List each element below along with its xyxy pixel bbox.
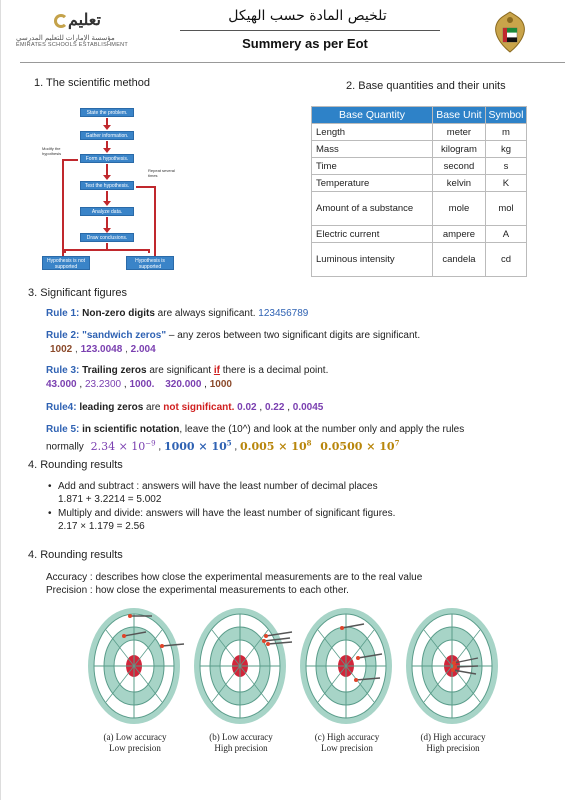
table-cell: meter — [432, 124, 485, 141]
rule-example-e3: $0.005 \times 10^8$ — [239, 438, 312, 453]
flow-step: Test the hypothesis. — [80, 181, 134, 190]
flow-arrow — [64, 249, 66, 253]
flow-arrow — [148, 249, 150, 253]
target-d — [406, 608, 498, 724]
rule-text: are significant — [146, 365, 214, 376]
rule-example: 1002 — [50, 344, 73, 355]
title-arabic: تلخيص المادة حسب الهيكل — [228, 8, 387, 24]
table-cell: s — [485, 158, 526, 175]
table-cell: kelvin — [432, 175, 485, 192]
uae-emblem-icon — [490, 10, 530, 54]
rule-text: – any zeros between two significant digits are significant. — [166, 330, 421, 341]
rule-text: are always significant. — [154, 308, 259, 319]
flow-step: Form a hypothesis. — [80, 154, 134, 163]
rule-example: 0.02 — [237, 402, 257, 413]
rule-label: Rule 1: — [46, 308, 80, 319]
logo-text-ar: تعليم — [68, 10, 101, 29]
table-cell: mol — [485, 192, 526, 226]
page-header — [0, 0, 585, 64]
rounding-bullet-multiply: • Multiply and divide: answers will have the least number of significant figures. — [48, 508, 396, 519]
rule-label: Rule4: — [46, 402, 77, 413]
table-cell: Temperature — [312, 175, 433, 192]
flow-arrow-head — [103, 175, 111, 180]
rule-text: , leave the (10^) and look at the number only and apply the rules — [179, 424, 465, 435]
table-cell: Time — [312, 158, 433, 175]
rule-label: Rule 3: — [46, 365, 80, 376]
table-cell: Mass — [312, 141, 433, 158]
rule-example: 2.004 — [130, 344, 156, 355]
loop-line-right-top — [136, 186, 156, 188]
flow-step: Gather information. — [80, 131, 134, 140]
column-header: Symbol — [485, 107, 526, 124]
table-cell: candela — [432, 243, 485, 277]
target-b — [194, 608, 292, 724]
flow-outcome: Hypothesis is supported — [126, 256, 174, 270]
rule-3-examples: 43.000 , 23.2300 , 1000. 320.000 , 1000 — [46, 379, 232, 390]
table-cell: K — [485, 175, 526, 192]
org-name-ar: مؤسسة الإمارات للتعليم المدرسي — [16, 35, 115, 42]
rule-example: 1000 — [209, 379, 232, 390]
loop-line-right — [154, 186, 156, 256]
modify-hypothesis-note: Modify the hypothesis — [42, 146, 62, 156]
table-row — [312, 243, 527, 277]
table-cell: cd — [485, 243, 526, 277]
table-row — [312, 226, 527, 243]
title-divider — [180, 30, 440, 31]
base-quantities-table — [311, 106, 527, 277]
rule-2 — [46, 329, 566, 342]
rule-if: if — [213, 365, 220, 376]
table-cell: A — [485, 226, 526, 243]
caption-a: (a) Low accuracy Low precision — [103, 732, 167, 753]
flow-outcome: Hypothesis is not supported — [42, 256, 90, 270]
loop-line-left-top — [62, 159, 78, 161]
scientific-method-flowchart — [42, 106, 192, 274]
flow-step: State the problem. — [80, 108, 134, 117]
accuracy-definition: Accuracy : describes how close the experimental measurements are to the real value — [46, 572, 423, 583]
accuracy-precision-targets — [88, 604, 528, 728]
rule-keyword: leading zeros — [79, 402, 144, 413]
section-heading-base-quantities: 2. Base quantities and their units — [346, 80, 506, 92]
column-header: Base Unit — [432, 107, 485, 124]
rule-5-examples: normally $2.34 \times 10^{-9}$ , $1000 \times 10^5$ , $0.005 \times 10^8$ $0.0500 \times 10^7$ — [46, 438, 400, 453]
table-row — [312, 158, 527, 175]
rule-keyword: Non-zero digits — [82, 308, 155, 319]
rule-example-e4: $0.0500 \times 10^7$ — [320, 438, 400, 453]
table-cell: m — [485, 124, 526, 141]
rounding-example-add: 1.871 + 3.2214 = 5.002 — [58, 494, 162, 505]
table-row — [312, 192, 527, 226]
loop-line-left — [62, 159, 64, 256]
table-cell: Electric current — [312, 226, 433, 243]
rule-4: Rule4: leading zeros are not significant. 0.02 , 0.22 , 0.0045 — [46, 402, 324, 413]
flow-step: Analyze data. — [80, 207, 134, 216]
target-c — [300, 608, 392, 724]
rule-keyword: in scientific notation — [82, 424, 180, 435]
table-row — [312, 124, 527, 141]
target-a — [88, 608, 184, 724]
rule-label: Rule 5: — [46, 424, 80, 435]
rule-keyword: Trailing zeros — [82, 365, 147, 376]
table-cell: kg — [485, 141, 526, 158]
caption-c: (c) High accuracy Low precision — [314, 732, 380, 753]
rule-example: 123.0048 — [80, 344, 123, 355]
rule-example: 123456789 — [258, 308, 309, 319]
section-heading-scientific-method: 1. The scientific method — [34, 77, 150, 89]
rule-example: 0.22 — [264, 402, 285, 413]
flow-split-line — [64, 249, 150, 251]
table-cell: kilogram — [432, 141, 485, 158]
rounding-example-multiply: 2.17 × 1.179 = 2.56 — [58, 521, 145, 532]
rule-text: normally — [46, 441, 84, 453]
page-title: Summery as per Eot — [242, 36, 368, 51]
rule-not: not significant. — [163, 402, 235, 413]
rule-example: 1000. — [129, 379, 155, 390]
table-cell: ampere — [432, 226, 485, 243]
ministry-logo — [16, 10, 156, 50]
precision-definition: Precision : how close the experimental measurements to each other. — [46, 585, 349, 596]
logo-swirl-icon — [54, 14, 68, 28]
rounding-bullet-add: • Add and subtract : answers will have the least number of decimal places — [48, 481, 378, 492]
caption-b: (b) Low accuracy High precision — [209, 732, 273, 753]
table-cell: Amount of a substance — [312, 192, 433, 226]
repeat-note: Repeat several times — [148, 168, 175, 178]
section-heading-accuracy: 4. Rounding results — [28, 549, 123, 561]
rule-example: 23.2300 — [84, 379, 122, 390]
rule-example-e1: $2.34 \times 10^{-9}$ — [90, 439, 156, 453]
rule-1 — [46, 307, 566, 320]
caption-d: (d) High accuracy High precision — [420, 732, 486, 753]
rule-3 — [46, 364, 566, 377]
rule-2-examples: 1002 , 123.0048 , 2.004 — [50, 344, 156, 355]
header-rule — [20, 62, 565, 63]
table-row — [312, 175, 527, 192]
section-heading-significant-figures: 3. Significant figures — [28, 287, 128, 299]
table-header-row — [312, 107, 527, 124]
table-cell: second — [432, 158, 485, 175]
rule-5 — [46, 423, 566, 436]
flow-arrow-head — [103, 201, 111, 206]
flow-step: Draw conclusions. — [80, 233, 134, 242]
table-cell: Length — [312, 124, 433, 141]
rule-label: Rule 2: "sandwich zeros" — [46, 330, 167, 341]
table-cell: mole — [432, 192, 485, 226]
org-name-en: EMIRATES SCHOOLS ESTABLISHMENT — [16, 42, 129, 48]
flow-arrow-head — [103, 148, 111, 153]
table-row — [312, 141, 527, 158]
table-cell: Luminous intensity — [312, 243, 433, 277]
flow-arrow-head — [103, 125, 111, 130]
section-heading-rounding: 4. Rounding results — [28, 459, 123, 471]
rule-text: there is a decimal point. — [219, 365, 329, 376]
rule-example-e2: $1000 \times 10^5$ — [163, 438, 232, 453]
rule-example: 43.000 — [46, 379, 77, 390]
rule-text: are — [143, 402, 164, 413]
rule-example: 320.000 — [165, 379, 202, 390]
rule-example: 0.0045 — [292, 402, 324, 413]
column-header: Base Quantity — [312, 107, 433, 124]
